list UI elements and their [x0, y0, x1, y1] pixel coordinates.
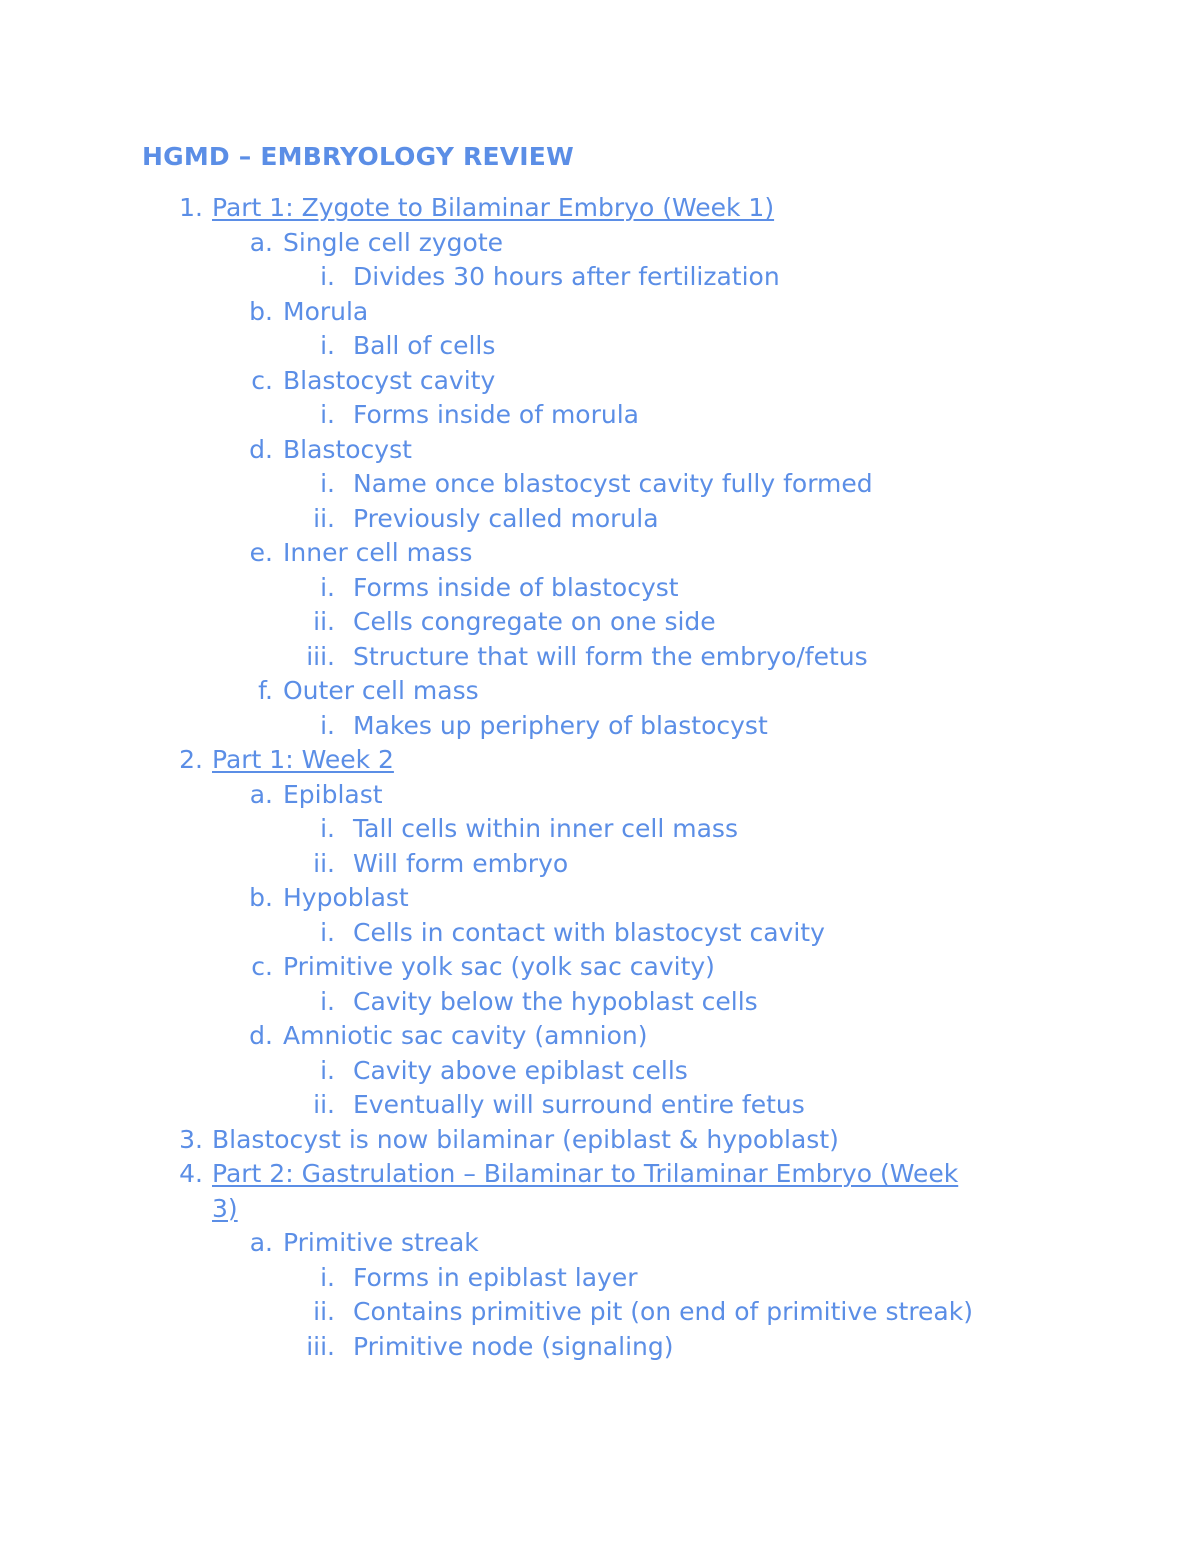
outline-text: Forms inside of morula: [353, 400, 639, 429]
outline-text: Primitive streak: [283, 1228, 479, 1257]
outline-text: Primitive node (signaling): [353, 1331, 674, 1361]
outline-text: Contains primitive pit (on end of primitive streak): [353, 1297, 973, 1326]
outline-text: Ball of cells: [353, 331, 496, 360]
outline-text: Morula: [283, 296, 369, 326]
outline-text: Structure that will form the embryo/fetus: [353, 641, 868, 671]
outline-marker: i.: [320, 572, 335, 602]
outline-text: Amniotic sac cavity (amnion): [283, 1021, 648, 1050]
outline-marker: d.: [249, 1021, 273, 1050]
outline-marker: b.: [249, 296, 273, 326]
outline-marker: iii.: [306, 641, 335, 671]
outline-marker: i.: [320, 917, 335, 947]
outline-marker: 4.: [179, 1159, 203, 1188]
outline-marker: d.: [249, 434, 273, 464]
outline-marker: a.: [249, 1228, 273, 1257]
outline-marker: a.: [249, 227, 273, 257]
outline-marker: ii.: [313, 848, 335, 878]
outline-text: Previously called morula: [353, 503, 659, 533]
outline-text: Cavity below the hypoblast cells: [353, 986, 758, 1016]
outline-text: Inner cell mass: [283, 538, 473, 567]
outline-text: Hypoblast: [283, 883, 409, 912]
outline-marker: c.: [251, 952, 273, 981]
outline-marker: i.: [320, 331, 335, 360]
outline-text: Divides 30 hours after fertilization: [353, 262, 780, 291]
outline-marker: 2.: [179, 745, 203, 774]
outline-marker: ii.: [313, 1297, 335, 1326]
outline-text: Makes up periphery of blastocyst: [353, 710, 768, 740]
outline-marker: ii.: [313, 503, 335, 533]
outline-marker: f.: [258, 676, 273, 705]
outline-marker: 3.: [179, 1124, 203, 1154]
outline-marker: i.: [320, 262, 335, 291]
outline-text: Outer cell mass: [283, 676, 479, 705]
outline-text: Part 1: Week 2: [212, 745, 394, 774]
outline-text: Cells congregate on one side: [353, 607, 716, 636]
outline-marker: c.: [251, 365, 273, 395]
outline-marker: i.: [320, 814, 335, 843]
outline-text: Will form embryo: [353, 848, 569, 878]
outline-marker: ii.: [313, 1090, 335, 1119]
outline-marker: a.: [249, 779, 273, 809]
outline-text: Single cell zygote: [283, 227, 504, 257]
outline-text: Part 1: Zygote to Bilaminar Embryo (Week 1): [212, 193, 775, 222]
outline-marker: iii.: [306, 1331, 335, 1361]
outline-text: Tall cells within inner cell mass: [353, 814, 738, 843]
outline-marker: i.: [320, 1055, 335, 1085]
outline-text: Blastocyst cavity: [283, 365, 496, 395]
outline-marker: 1.: [179, 193, 203, 222]
outline-text: Cells in contact with blastocyst cavity: [353, 917, 825, 947]
outline-text: Cavity above epiblast cells: [353, 1055, 688, 1085]
outline-marker: i.: [320, 469, 335, 498]
outline-text: Forms in epiblast layer: [353, 1262, 638, 1292]
outline-text: Forms inside of blastocyst: [353, 572, 679, 602]
outline-text: Primitive yolk sac (yolk sac cavity): [283, 952, 715, 981]
outline-text: Blastocyst: [283, 434, 412, 464]
outline-text: 3): [212, 1193, 238, 1223]
outline-marker: i.: [320, 986, 335, 1016]
outline-marker: e.: [249, 538, 273, 567]
outline-marker: i.: [320, 400, 335, 429]
outline-marker: i.: [320, 710, 335, 740]
outline-text: Blastocyst is now bilaminar (epiblast & hypoblast): [212, 1124, 839, 1154]
outline-text: Name once blastocyst cavity fully formed: [353, 469, 873, 498]
outline-marker: i.: [320, 1262, 335, 1292]
outline-marker: b.: [249, 883, 273, 912]
outline-text: Part 2: Gastrulation – Bilaminar to Trilaminar Embryo (Week: [212, 1159, 959, 1188]
outline-text: Eventually will surround entire fetus: [353, 1090, 805, 1119]
document-title: HGMD – EMBRYOLOGY REVIEW: [142, 142, 574, 171]
outline-marker: ii.: [313, 607, 335, 636]
outline-text: Epiblast: [283, 779, 383, 809]
